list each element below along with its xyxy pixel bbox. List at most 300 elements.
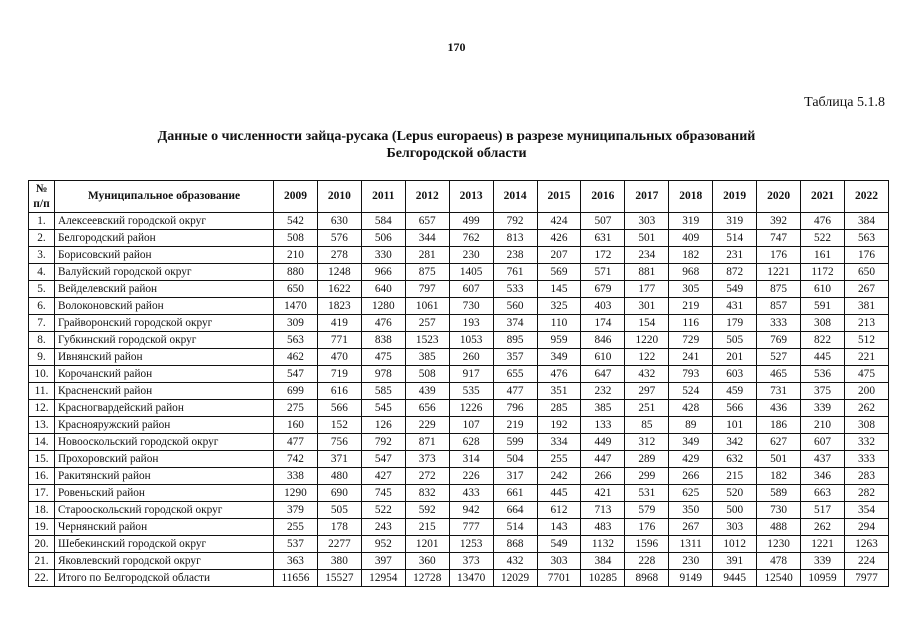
- table-cell: 332: [844, 434, 888, 451]
- table-cell: 536: [801, 366, 845, 383]
- table-cell: 713: [581, 502, 625, 519]
- row-number: 9.: [29, 349, 55, 366]
- table-cell: 230: [669, 553, 713, 570]
- table-cell: 338: [274, 468, 318, 485]
- table-row: [29, 570, 889, 587]
- table-cell: 282: [844, 485, 888, 502]
- header-year: 2018: [669, 181, 713, 213]
- table-row: [29, 485, 889, 502]
- table-cell: 589: [757, 485, 801, 502]
- table-cell: 385: [581, 400, 625, 417]
- municipality-name: Ивнянский район: [55, 349, 274, 366]
- table-row: [29, 451, 889, 468]
- row-number: 12.: [29, 400, 55, 417]
- table-cell: 584: [361, 213, 405, 230]
- table-cell: 650: [844, 264, 888, 281]
- municipality-name: Волоконовский район: [55, 298, 274, 315]
- table-cell: 182: [669, 247, 713, 264]
- table-cell: 143: [537, 519, 581, 536]
- table-cell: 527: [757, 349, 801, 366]
- table-cell: 505: [713, 332, 757, 349]
- table-cell: 251: [625, 400, 669, 417]
- table-cell: 505: [317, 502, 361, 519]
- table-cell: 566: [713, 400, 757, 417]
- table-cell: 333: [844, 451, 888, 468]
- table-cell: 729: [669, 332, 713, 349]
- table-cell: 445: [801, 349, 845, 366]
- table-cell: 771: [317, 332, 361, 349]
- municipality-name: Валуйский городской округ: [55, 264, 274, 281]
- table-cell: 832: [405, 485, 449, 502]
- table-cell: 2277: [317, 536, 361, 553]
- municipality-name: Краснояружский район: [55, 417, 274, 434]
- table-cell: 308: [801, 315, 845, 332]
- header-number: № п/п: [29, 181, 55, 213]
- table-cell: 483: [581, 519, 625, 536]
- row-number: 6.: [29, 298, 55, 315]
- row-number: 18.: [29, 502, 55, 519]
- table-cell: 392: [757, 213, 801, 230]
- row-number: 7.: [29, 315, 55, 332]
- table-cell: 592: [405, 502, 449, 519]
- table-cell: 8968: [625, 570, 669, 587]
- row-number: 14.: [29, 434, 55, 451]
- table-cell: 959: [537, 332, 581, 349]
- table-row: [29, 417, 889, 434]
- municipality-name: Грайворонский городской округ: [55, 315, 274, 332]
- table-cell: 822: [801, 332, 845, 349]
- table-cell: 647: [581, 366, 625, 383]
- row-number: 21.: [29, 553, 55, 570]
- table-row: [29, 383, 889, 400]
- table-cell: 719: [317, 366, 361, 383]
- table-cell: 161: [801, 247, 845, 264]
- table-cell: 612: [537, 502, 581, 519]
- table-cell: 255: [537, 451, 581, 468]
- table-cell: 627: [757, 434, 801, 451]
- table-cell: 278: [317, 247, 361, 264]
- table-cell: 275: [274, 400, 318, 417]
- table-cell: 1248: [317, 264, 361, 281]
- table-cell: 350: [669, 502, 713, 519]
- table-cell: 537: [274, 536, 318, 553]
- table-cell: 160: [274, 417, 318, 434]
- table-cell: 238: [493, 247, 537, 264]
- table-cell: 488: [757, 519, 801, 536]
- table-cell: 7701: [537, 570, 581, 587]
- table-cell: 299: [625, 468, 669, 485]
- table-header-row: [29, 181, 889, 213]
- table-cell: 439: [405, 383, 449, 400]
- table-cell: 520: [713, 485, 757, 502]
- table-cell: 813: [493, 230, 537, 247]
- table-cell: 563: [844, 230, 888, 247]
- table-cell: 436: [757, 400, 801, 417]
- table-cell: 178: [317, 519, 361, 536]
- table-cell: 255: [274, 519, 318, 536]
- table-cell: 391: [713, 553, 757, 570]
- table-cell: 12540: [757, 570, 801, 587]
- table-body: [29, 213, 889, 587]
- row-number: 3.: [29, 247, 55, 264]
- table-cell: 346: [801, 468, 845, 485]
- table-cell: 219: [493, 417, 537, 434]
- table-cell: 978: [361, 366, 405, 383]
- table-cell: 610: [801, 281, 845, 298]
- table-cell: 742: [274, 451, 318, 468]
- table-cell: 9445: [713, 570, 757, 587]
- table-cell: 309: [274, 315, 318, 332]
- table-cell: 126: [361, 417, 405, 434]
- table-cell: 792: [361, 434, 405, 451]
- table-cell: 110: [537, 315, 581, 332]
- table-cell: 381: [844, 298, 888, 315]
- table-cell: 449: [581, 434, 625, 451]
- table-cell: 1253: [449, 536, 493, 553]
- table-cell: 385: [405, 349, 449, 366]
- table-cell: 1012: [713, 536, 757, 553]
- table-cell: 576: [317, 230, 361, 247]
- title-line-2: Белгородской области: [386, 146, 527, 161]
- table-cell: 374: [493, 315, 537, 332]
- table-cell: 357: [493, 349, 537, 366]
- table-cell: 616: [317, 383, 361, 400]
- table-cell: 445: [537, 485, 581, 502]
- table-cell: 756: [317, 434, 361, 451]
- table-cell: 303: [537, 553, 581, 570]
- table-cell: 426: [537, 230, 581, 247]
- table-cell: 952: [361, 536, 405, 553]
- row-number: 19.: [29, 519, 55, 536]
- table-cell: 12954: [361, 570, 405, 587]
- table-cell: 504: [493, 451, 537, 468]
- table-cell: 531: [625, 485, 669, 502]
- table-cell: 1221: [801, 536, 845, 553]
- table-cell: 585: [361, 383, 405, 400]
- table-cell: 656: [405, 400, 449, 417]
- table-cell: 1290: [274, 485, 318, 502]
- table-cell: 657: [405, 213, 449, 230]
- row-number: 16.: [29, 468, 55, 485]
- table-row: [29, 264, 889, 281]
- table-cell: 243: [361, 519, 405, 536]
- municipality-name: Красненский район: [55, 383, 274, 400]
- table-cell: 797: [405, 281, 449, 298]
- table-cell: 363: [274, 553, 318, 570]
- table-cell: 176: [844, 247, 888, 264]
- table-cell: 462: [274, 349, 318, 366]
- table-cell: 193: [449, 315, 493, 332]
- table-cell: 628: [449, 434, 493, 451]
- table-cell: 266: [581, 468, 625, 485]
- table-cell: 1172: [801, 264, 845, 281]
- table-cell: 319: [669, 213, 713, 230]
- table-cell: 1220: [625, 332, 669, 349]
- table-cell: 524: [669, 383, 713, 400]
- table-row: [29, 366, 889, 383]
- table-cell: 179: [713, 315, 757, 332]
- table-cell: 599: [493, 434, 537, 451]
- row-number: 20.: [29, 536, 55, 553]
- table-cell: 465: [757, 366, 801, 383]
- table-row: [29, 315, 889, 332]
- table-cell: 607: [449, 281, 493, 298]
- table-cell: 1061: [405, 298, 449, 315]
- table-cell: 339: [801, 400, 845, 417]
- table-cell: 231: [713, 247, 757, 264]
- table-cell: 176: [625, 519, 669, 536]
- table-cell: 968: [669, 264, 713, 281]
- table-cell: 174: [581, 315, 625, 332]
- municipality-name: Борисовский район: [55, 247, 274, 264]
- table-cell: 793: [669, 366, 713, 383]
- table-cell: 230: [449, 247, 493, 264]
- table-cell: 1596: [625, 536, 669, 553]
- table-cell: 591: [801, 298, 845, 315]
- table-cell: 880: [274, 264, 318, 281]
- table-cell: 10959: [801, 570, 845, 587]
- table-cell: 85: [625, 417, 669, 434]
- table-cell: 917: [449, 366, 493, 383]
- table-cell: 1622: [317, 281, 361, 298]
- row-number: 11.: [29, 383, 55, 400]
- table-cell: 571: [581, 264, 625, 281]
- table-cell: 333: [757, 315, 801, 332]
- table-cell: 186: [757, 417, 801, 434]
- table-cell: 868: [493, 536, 537, 553]
- table-cell: 661: [493, 485, 537, 502]
- table-cell: 283: [844, 468, 888, 485]
- table-cell: 566: [317, 400, 361, 417]
- table-cell: 133: [581, 417, 625, 434]
- table-cell: 437: [801, 451, 845, 468]
- table-cell: 470: [317, 349, 361, 366]
- table-cell: 262: [844, 400, 888, 417]
- table-cell: 260: [449, 349, 493, 366]
- table-cell: 305: [669, 281, 713, 298]
- table-cell: 12029: [493, 570, 537, 587]
- municipality-name: Ракитянский район: [55, 468, 274, 485]
- table-cell: 229: [405, 417, 449, 434]
- table-cell: 319: [713, 213, 757, 230]
- table-cell: 476: [361, 315, 405, 332]
- table-cell: 432: [493, 553, 537, 570]
- table-cell: 610: [581, 349, 625, 366]
- municipality-name: Белгородский район: [55, 230, 274, 247]
- row-number: 13.: [29, 417, 55, 434]
- table-cell: 459: [713, 383, 757, 400]
- table-cell: 745: [361, 485, 405, 502]
- table-cell: 478: [757, 553, 801, 570]
- table-cell: 213: [844, 315, 888, 332]
- table-cell: 266: [669, 468, 713, 485]
- table-cell: 334: [537, 434, 581, 451]
- table-cell: 215: [713, 468, 757, 485]
- table-cell: 1470: [274, 298, 318, 315]
- table-cell: 747: [757, 230, 801, 247]
- table-cell: 107: [449, 417, 493, 434]
- table-cell: 857: [757, 298, 801, 315]
- table-row: [29, 332, 889, 349]
- municipality-name: Яковлевский городской округ: [55, 553, 274, 570]
- table-cell: 730: [757, 502, 801, 519]
- table-cell: 314: [449, 451, 493, 468]
- row-number: 5.: [29, 281, 55, 298]
- table-cell: 201: [713, 349, 757, 366]
- table-cell: 875: [757, 281, 801, 298]
- table-cell: 512: [844, 332, 888, 349]
- municipality-name: Итого по Белгородской области: [55, 570, 274, 587]
- table-row: [29, 519, 889, 536]
- municipality-name: Прохоровский район: [55, 451, 274, 468]
- title-line-1: Данные о численности зайца-русака (Lepus europaeus) в разрезе муниципальных образований: [157, 129, 756, 144]
- table-cell: 242: [537, 468, 581, 485]
- table-row: [29, 230, 889, 247]
- municipality-name: Ровеньский район: [55, 485, 274, 502]
- table-cell: 875: [405, 264, 449, 281]
- table-cell: 630: [317, 213, 361, 230]
- table-cell: 625: [669, 485, 713, 502]
- table-cell: 182: [757, 468, 801, 485]
- table-cell: 380: [317, 553, 361, 570]
- table-cell: 308: [844, 417, 888, 434]
- table-cell: 477: [493, 383, 537, 400]
- table-cell: 303: [713, 519, 757, 536]
- table-cell: 397: [361, 553, 405, 570]
- row-number: 4.: [29, 264, 55, 281]
- table-cell: 1201: [405, 536, 449, 553]
- table-cell: 421: [581, 485, 625, 502]
- table-cell: 731: [757, 383, 801, 400]
- table-cell: 792: [493, 213, 537, 230]
- table-cell: 152: [317, 417, 361, 434]
- header-municipality: Муниципальное образование: [55, 181, 274, 213]
- table-cell: 563: [274, 332, 318, 349]
- municipality-name: Новооскольский городской округ: [55, 434, 274, 451]
- table-cell: 371: [317, 451, 361, 468]
- table-cell: 294: [844, 519, 888, 536]
- table-cell: 176: [757, 247, 801, 264]
- table-cell: 679: [581, 281, 625, 298]
- table-cell: 942: [449, 502, 493, 519]
- table-cell: 569: [537, 264, 581, 281]
- table-cell: 342: [713, 434, 757, 451]
- table-cell: 317: [493, 468, 537, 485]
- table-cell: 447: [581, 451, 625, 468]
- header-year: 2013: [449, 181, 493, 213]
- table-cell: 477: [274, 434, 318, 451]
- row-number: 10.: [29, 366, 55, 383]
- table-cell: 547: [274, 366, 318, 383]
- table-cell: 349: [669, 434, 713, 451]
- header-year: 2016: [581, 181, 625, 213]
- table-cell: 281: [405, 247, 449, 264]
- table-cell: 549: [537, 536, 581, 553]
- table-cell: 9149: [669, 570, 713, 587]
- table-cell: 730: [449, 298, 493, 315]
- table-cell: 257: [405, 315, 449, 332]
- table-cell: 1053: [449, 332, 493, 349]
- table-cell: 603: [713, 366, 757, 383]
- table-cell: 241: [669, 349, 713, 366]
- header-year: 2022: [844, 181, 888, 213]
- table-cell: 432: [625, 366, 669, 383]
- table-cell: 101: [713, 417, 757, 434]
- table-cell: 846: [581, 332, 625, 349]
- table-cell: 224: [844, 553, 888, 570]
- table-cell: 514: [493, 519, 537, 536]
- table-cell: 116: [669, 315, 713, 332]
- table-cell: 234: [625, 247, 669, 264]
- table-cell: 177: [625, 281, 669, 298]
- table-cell: 267: [669, 519, 713, 536]
- table-cell: 475: [361, 349, 405, 366]
- row-number: 15.: [29, 451, 55, 468]
- table-cell: 154: [625, 315, 669, 332]
- table-cell: 373: [405, 451, 449, 468]
- table-cell: 761: [493, 264, 537, 281]
- header-year: 2011: [361, 181, 405, 213]
- table-cell: 303: [625, 213, 669, 230]
- header-year: 2020: [757, 181, 801, 213]
- table-cell: 10285: [581, 570, 625, 587]
- table-cell: 650: [274, 281, 318, 298]
- table-cell: 508: [274, 230, 318, 247]
- table-cell: 542: [274, 213, 318, 230]
- table-cell: 384: [581, 553, 625, 570]
- table-cell: 517: [801, 502, 845, 519]
- table-cell: 506: [361, 230, 405, 247]
- table-cell: 655: [493, 366, 537, 383]
- table-cell: 1221: [757, 264, 801, 281]
- table-cell: 1280: [361, 298, 405, 315]
- header-year: 2015: [537, 181, 581, 213]
- table-cell: 507: [581, 213, 625, 230]
- header-year: 2014: [493, 181, 537, 213]
- table-cell: 431: [713, 298, 757, 315]
- table-cell: 966: [361, 264, 405, 281]
- table-cell: 547: [361, 451, 405, 468]
- table-cell: 881: [625, 264, 669, 281]
- table-row: [29, 536, 889, 553]
- table-cell: 207: [537, 247, 581, 264]
- table-cell: 476: [537, 366, 581, 383]
- table-cell: 12728: [405, 570, 449, 587]
- table-cell: 215: [405, 519, 449, 536]
- table-cell: 13470: [449, 570, 493, 587]
- table-cell: 501: [625, 230, 669, 247]
- table-cell: 330: [361, 247, 405, 264]
- header-year: 2017: [625, 181, 669, 213]
- table-cell: 632: [713, 451, 757, 468]
- municipality-name: Губкинский городской округ: [55, 332, 274, 349]
- population-table: [28, 180, 889, 587]
- table-cell: 433: [449, 485, 493, 502]
- table-cell: 360: [405, 553, 449, 570]
- table-cell: 1823: [317, 298, 361, 315]
- page-number: 170: [447, 40, 466, 54]
- table-cell: 1311: [669, 536, 713, 553]
- table-label: Таблица 5.1.8: [804, 95, 885, 110]
- table-cell: 796: [493, 400, 537, 417]
- table-cell: 289: [625, 451, 669, 468]
- table-row: [29, 468, 889, 485]
- table-cell: 664: [493, 502, 537, 519]
- table-cell: 349: [537, 349, 581, 366]
- table-cell: 145: [537, 281, 581, 298]
- table-cell: 769: [757, 332, 801, 349]
- municipality-name: Старооскольский городской округ: [55, 502, 274, 519]
